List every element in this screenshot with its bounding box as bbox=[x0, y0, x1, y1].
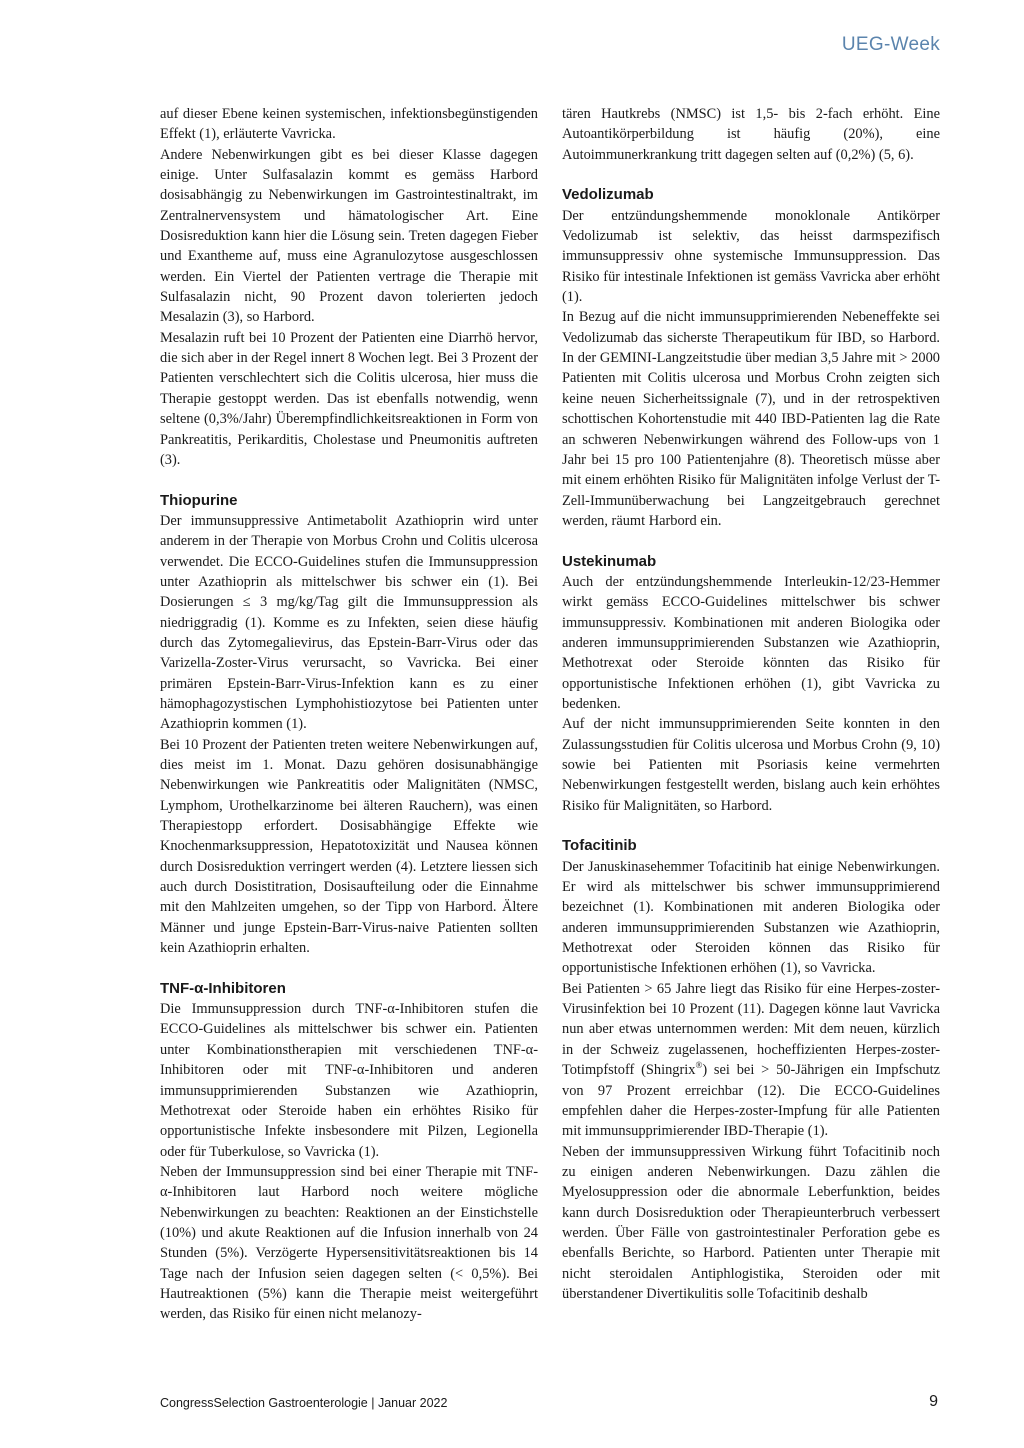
right-column bbox=[562, 104, 940, 1304]
heading-thiopurine: Thiopurine bbox=[160, 491, 238, 509]
paragraph: Bei 10 Prozent der Patienten treten weitere Nebenwirkungen auf, dies meist im 1. Monat. Dazu gehören dosisunabhängige Nebenwirkungen wie Pankreatitis oder Malignitäten (NMSC, Lymphom, Urothelkarzinome bei älteren Rauchern), was einen Therapiestopp erfordert. Dosisabhängige Effekte wie Knochenmarksuppression, Hepatotoxizität und Nausea können durch Dosisreduktion verringert werden (4). Letztere liessen sich auch durch Dosistitration, Dosisaufteilung oder die Einnahme mit den Mahlzeiten umgehen, so der Tipp von Harbord. Ältere Männer und junge Epstein-Barr-Virus-naive Patienten sollten kein Azathioprin erhalten. bbox=[160, 736, 538, 957]
paragraph: In Bezug auf die nicht immunsupprimierenden Nebeneffekte sei Vedolizumab das sicherste Therapeutikum für IBD, so Harbord. In der GEMINI-Langzeitstudie über median 3,5 Jahre mit > 2000 Patienten mit Colitis ulcerosa und Morbus Crohn zeigten sich keine neuen Sicherheitssignale (7), und in der retrospektiven schottischen Kohortenstudie mit 440 IBD-Patienten lag die Rate an schweren Nebenwirkungen während des Follow-ups von 1 Jahr bei 15 pro 100 Patientenjahre (8). Theoretisch müsse aber mit einem erhöhten Risiko für Malignitäten infolge Verlust der T-Zell-Immunüberwachung bei Langzeitgebrauch gerechnet werden, räumt Harbord ein. bbox=[562, 309, 940, 529]
left-column bbox=[160, 104, 538, 1325]
section-header: UEG-Week bbox=[841, 34, 940, 55]
paragraph: Neben der immunsuppressiven Wirkung führt Tofacitinib noch zu einigen anderen Nebenwirkungen. Dazu zählen die Myelosuppression oder die abnormale Leberfunktion, beides kann durch Dosisreduktion oder Therapieunterbruch verbessert werden. Über Fälle von gastrointestinaler Perforation gebe es ebenfalls Berichte, so Harbord. Patienten unter Therapie mit nicht steroidalen Antiphlogistika, Steroiden oder mit überstandener Divertikulitis solle Tofacitinib deshalb bbox=[562, 1143, 940, 1302]
paragraph: auf dieser Ebene keinen systemischen, infektionsbegünstigenden Effekt (1), erläuterte Vavricka. bbox=[160, 106, 538, 143]
paragraph: tären Hautkrebs (NMSC) ist 1,5- bis 2-fach erhöht. Eine Autoantikörperbildung ist häufig (20%), eine Autoimmunerkrankung tritt dagegen selten auf (0,2%) (5, 6). bbox=[562, 106, 940, 163]
paragraph: Neben der Immunsuppression sind bei einer Therapie mit TNF-α-Inhibitoren laut Harbord noch weitere mögliche Nebenwirkungen zu beachten: Reaktionen an der Einstichstelle (10%) und akute Reaktionen auf die Infusion innerhalb von 24 Stunden (5%). Verzögerte Hypersensitivitätsreaktionen bis 14 Tage nach der Infusion seien dagegen selten (< 0,5%). Bei Hautreaktionen (5%) kann die Therapie meist weitergeführt werden, das Risiko für einen nicht melanozy- bbox=[160, 1163, 538, 1323]
paragraph: Auf der nicht immunsupprimierenden Seite konnten in den Zulassungsstudien für Colitis ulcerosa und Morbus Crohn (9, 10) sowie bei Patienten mit Psoriasis keine vermehrten Nebenwirkungen festgestellt werden, bislang auch kein erhöhtes Risiko für Malignitäten, so Harbord. bbox=[562, 716, 940, 814]
registered-mark: ® bbox=[695, 1060, 703, 1071]
heading-tnf-alpha-inhibitoren: TNF-α-Inhibitoren bbox=[160, 979, 286, 997]
heading-tofacitinib: Tofacitinib bbox=[562, 837, 637, 855]
paragraph: Der Januskinasehemmer Tofacitinib hat einige Nebenwirkungen. Er wird als mittelschwer bis schwer immunsupprimierend bezeichnet (1). Kombinationen mit anderen Biologika oder anderen immunsupprimierenden Substanzen wie Azathioprin, Methotrexat oder Steroiden können das Risiko für opportunistische Infektionen erhöhen (1), so Vavricka. bbox=[562, 858, 940, 977]
paragraph: Mesalazin ruft bei 10 Prozent der Patienten eine Diarrhö hervor, die sich aber in der Regel innert 8 Wochen legt. Bei 3 Prozent der Patienten verschlechtert sich die Colitis ulcerosa, hier muss die Therapie gestoppt werden. Das ist ebenfalls notwendig, wenn seltene (0,3%/Jahr) Überempfindlichkeitsreaktionen in Form von Pankreatitis, Perikarditis, Cholestase und Pneumonitis auftreten (3). bbox=[160, 329, 538, 468]
paragraph: Andere Nebenwirkungen gibt es bei dieser Klasse dagegen einige. Unter Sulfasalazin kommt es gemäss Harbord dosisabhängig zu Nebenwirkungen im Gastrointestinaltrakt, im Zentralnervensystem und hämatologischer Art. Eine Dosisreduktion kann hier die Lösung sein. Treten dagegen Fieber und Exantheme auf, muss eine Agranulozytose ausgeschlossen werden. Ein Viertel der Patienten vertrage die Therapie mit Sulfasalazin nicht, 90 Prozent davon tolerierten jedoch Mesalazin (3), so Harbord. bbox=[160, 146, 538, 326]
paragraph: Die Immunsuppression durch TNF-α-Inhibitoren stufen die ECCO-Guidelines als mittelschwer bis schwer ein. Patienten unter Kombinationstherapien mit verschiedenen TNF-α-Inhibitoren oder mit TNF-α-Inhibitoren und anderen immunsupprimierenden Substanzen wie Azathioprin, Methotrexat oder Steroide haben ein erhöhtes Risiko für opportunistische Infekte insbesondere mit Pilzen, Legionella oder für Tuberkulose, so Vavricka (1). bbox=[160, 1001, 538, 1160]
section-gap bbox=[562, 165, 940, 185]
heading-vedolizumab: Vedolizumab bbox=[562, 186, 654, 204]
paragraph bbox=[562, 979, 940, 1142]
section-gap bbox=[160, 958, 538, 978]
paragraph: Der immunsuppressive Antimetabolit Azathioprin wird unter anderem in der Therapie von Morbus Crohn und Colitis ulcerosa verwendet. Die ECCO-Guidelines stufen die Immunsuppression unter Azathioprin als mittelschwer bis schwer ein (1). Bei Dosierungen ≤ 3 mg/kg/Tag gilt die Immunsuppression als niedriggradig (1). Komme es zu Infekten, seien diese häufig durch das Zytomegalievirus, das Epstein-Barr-Virus oder das Varizella-Zoster-Virus verursacht, so Vavricka. Bei einer primären Epstein-Barr-Virus-Infektion kann es zu einer hämophagozystischen Lymphohistiozytose bei Patienten unter Azathioprin kommen (1). bbox=[160, 512, 538, 733]
section-gap bbox=[160, 470, 538, 490]
text-run: ) sei bei > 50-Jährigen ein Impfschutz von 97 Prozent erreichbar (12). Die ECCO-Guidelines empfehlen daher die Herpes-zoster-Impfung für alle Patienten mit immunsupprimierender IBD-Therapie (1). bbox=[562, 1062, 940, 1140]
section-gap bbox=[562, 816, 940, 836]
paragraph: Der entzündungshemmende monoklonale Antikörper Vedolizumab ist selektiv, das heisst darmspezifisch immunsuppressiv ohne systemische Immunsuppression. Das Risiko für intestinale Infektionen ist gemäss Vavricka aber erhöht (1). bbox=[562, 207, 940, 306]
footer-publication: CongressSelection Gastroenterologie | Januar 2022 bbox=[160, 1396, 448, 1410]
paragraph: Auch der entzündungshemmende Interleukin-12/23-Hemmer wirkt gemäss ECCO-Guidelines mittelschwer bis schwer immunsuppressiv. Kombinationen mit anderen Biologika oder anderen immunsupprimierenden Substanzen wie Azathioprin, Methotrexat oder Steroide könnten das Risiko für opportunistische Infektionen erhöhen (1), gibt Vavricka zu bedenken. bbox=[562, 573, 940, 712]
text-run: Bei Patienten > 65 Jahre liegt das Risiko für eine Herpes-zoster-Virusinfektion bei 10 Prozent (11). Dagegen könne laut Vavricka nun aber etwas unternommen werden: Mit dem neuen, kürzlich in der Schweiz zugelassenen, hocheffizienten Herpes-zoster-Totimpfstoff (Shingrix bbox=[562, 980, 940, 1079]
page-number: 9 bbox=[929, 1393, 938, 1410]
section-gap bbox=[562, 531, 940, 551]
heading-ustekinumab: Ustekinumab bbox=[562, 552, 657, 570]
